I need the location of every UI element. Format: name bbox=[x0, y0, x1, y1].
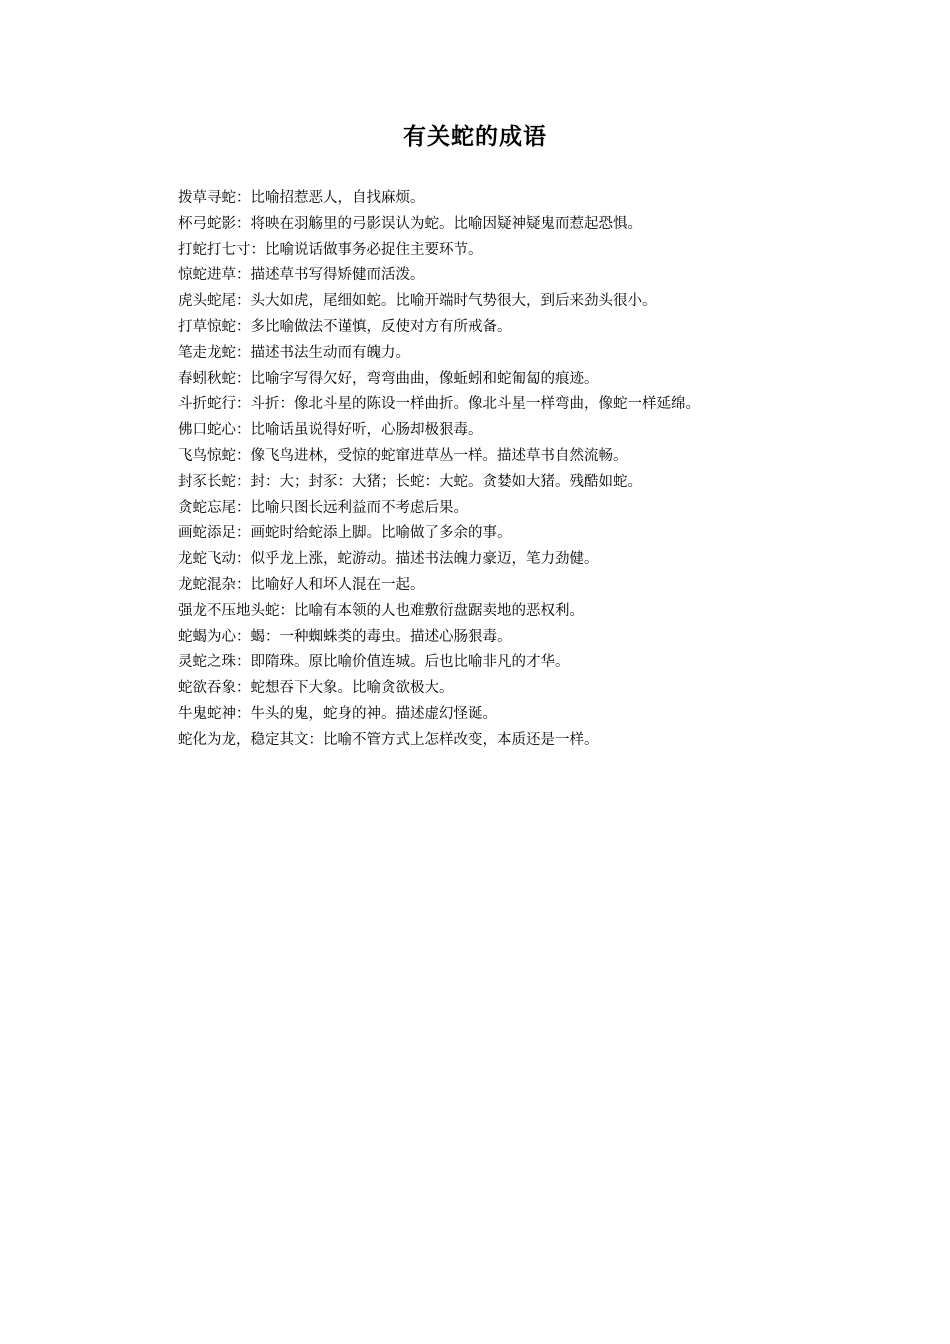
idiom-entry: 蛇蝎为心：蝎：一种蜘蛛类的毒虫。描述心肠狠毒。 bbox=[178, 628, 512, 645]
idiom-entry: 灵蛇之珠：即隋珠。原比喻价值连城。后也比喻非凡的才华。 bbox=[178, 654, 570, 671]
document-title: 有关蛇的成语 bbox=[403, 124, 547, 150]
idiom-entry: 笔走龙蛇：描述书法生动而有魄力。 bbox=[178, 344, 410, 361]
idiom-entry: 杯弓蛇影：将映在羽觞里的弓影误认为蛇。比喻因疑神疑鬼而惹起恐惧。 bbox=[178, 215, 642, 232]
idiom-entry: 斗折蛇行：斗折：像北斗星的陈设一样曲折。像北斗星一样弯曲，像蛇一样延绵。 bbox=[178, 396, 700, 413]
idiom-entry: 惊蛇进草：描述草书写得矫健而活泼。 bbox=[178, 267, 425, 284]
idiom-entry: 春蚓秋蛇：比喻字写得欠好，弯弯曲曲，像蚯蚓和蛇匍匐的痕迹。 bbox=[178, 370, 599, 387]
idiom-entry: 牛鬼蛇神：牛头的鬼，蛇身的神。描述虚幻怪诞。 bbox=[178, 705, 497, 722]
idiom-entry: 画蛇添足：画蛇时给蛇添上脚。比喻做了多余的事。 bbox=[178, 525, 512, 542]
idiom-entry: 打草惊蛇：多比喻做法不谨慎，反使对方有所戒备。 bbox=[178, 318, 512, 335]
idiom-entry: 龙蛇飞动：似乎龙上涨，蛇游动。描述书法魄力豪迈，笔力劲健。 bbox=[178, 551, 599, 568]
idiom-entry: 蛇欲吞象：蛇想吞下大象。比喻贪欲极大。 bbox=[178, 680, 454, 697]
idiom-entry: 打蛇打七寸：比喻说话做事务必捉住主要环节。 bbox=[178, 241, 483, 258]
idiom-entry: 贪蛇忘尾：比喻只图长远利益而不考虑后果。 bbox=[178, 499, 468, 516]
idiom-entry: 封豕长蛇：封：大；封豕：大猪；长蛇：大蛇。贪婪如大猪。残酷如蛇。 bbox=[178, 473, 642, 490]
idiom-entry: 佛口蛇心：比喻话虽说得好听，心肠却极狠毒。 bbox=[178, 422, 483, 439]
idiom-entry: 蛇化为龙，稳定其文：比喻不管方式上怎样改变，本质还是一样。 bbox=[178, 731, 599, 748]
idiom-entry: 拨草寻蛇：比喻招惹恶人，自找麻烦。 bbox=[178, 190, 425, 206]
idiom-list bbox=[178, 186, 918, 754]
idiom-entry: 强龙不压地头蛇：比喻有本领的人也难敷衍盘踞卖地的恶权利。 bbox=[178, 602, 584, 619]
idiom-entry: 龙蛇混杂：比喻好人和坏人混在一起。 bbox=[178, 576, 425, 593]
idiom-entry: 飞鸟惊蛇：像飞鸟进林，受惊的蛇窜进草丛一样。描述草书自然流畅。 bbox=[178, 447, 628, 464]
idiom-entry: 虎头蛇尾：头大如虎，尾细如蛇。比喻开端时气势很大，到后来劲头很小。 bbox=[178, 293, 657, 310]
